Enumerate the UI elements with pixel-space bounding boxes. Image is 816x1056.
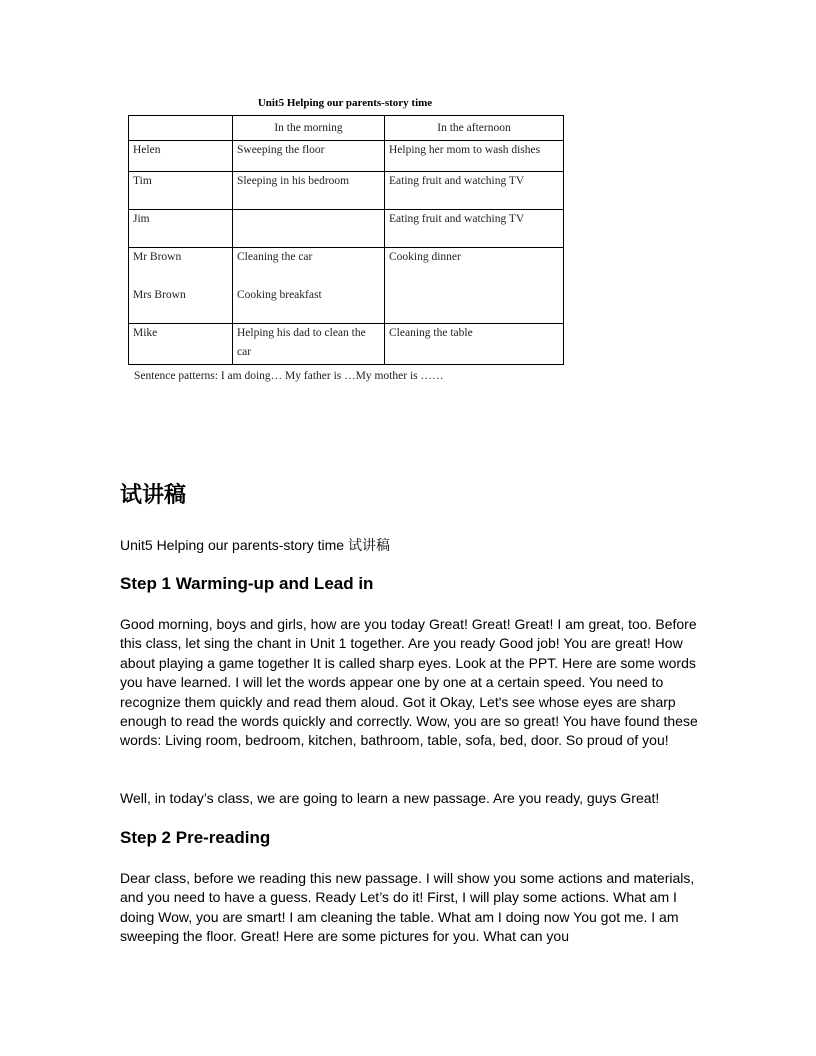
activity-table	[128, 115, 564, 365]
header-cell-empty	[129, 116, 233, 141]
table-row	[129, 141, 564, 172]
name-cell: Tim	[129, 172, 233, 210]
table-row	[129, 172, 564, 210]
morning-cell: Helping his dad to clean the car	[233, 324, 385, 365]
afternoon-cell: Eating fruit and watching TV	[385, 172, 564, 210]
name-cell: Jim	[129, 210, 233, 248]
header-cell-afternoon: In the afternoon	[385, 116, 564, 141]
header-cell-morning: In the morning	[233, 116, 385, 141]
afternoon-cell: Eating fruit and watching TV	[385, 210, 564, 248]
step2-heading: Step 2 Pre-reading	[120, 828, 271, 847]
page-title: 试讲稿	[120, 483, 187, 508]
step2-paragraph-1: Dear class, before we reading this new passage. I will show you some actions and materials, and you need to have a guess. Ready Let’s do it! First, I will play some actions. What am I doing Wow, you are smart! I am cleaning the table. What am I doing now You got me. I am sweeping the floor. Great! Here are some pictures for you. What can you	[120, 870, 695, 945]
name-cell: Mike	[129, 324, 233, 365]
afternoon-cell: Cooking dinner	[385, 248, 564, 324]
step1-heading: Step 1 Warming-up and Lead in	[120, 574, 374, 593]
table-row	[129, 248, 564, 324]
doc-subtitle: Unit5 Helping our parents-story time 试讲稿	[120, 537, 390, 553]
table-header-row	[129, 116, 564, 141]
morning-cell: Sleeping in his bedroom	[233, 172, 385, 210]
sentence-patterns: Sentence patterns: I am doing… My father is …My mother is ……	[134, 370, 444, 382]
table-row	[129, 324, 564, 365]
table-row	[129, 210, 564, 248]
table-title: Unit5 Helping our parents-story time	[257, 97, 433, 109]
step1-paragraph-1: Good morning, boys and girls, how are you today Great! Great! Great! I am great, too. Before this class, let sing the chant in Unit 1 together. Are you ready Good job! You are great! How about playing a game together It is called sharp eyes. Look at the PPT. Here are some words you have learned. I will let the words appear one by one at a certain speed. You need to recognize them quickly and read them aloud. Got it Okay, Let's see whose eyes are sharp enough to read the words quickly and correctly. Wow, you are so great! You have found these words: Living room, bedroom, kitchen, bathroom, table, sofa, bed, door. So proud of you!	[120, 616, 698, 749]
morning-cell: Sweeping the floor	[233, 141, 385, 172]
step1-paragraph-2: Well, in today’s class, we are going to learn a new passage. Are you ready, guys Great!	[120, 790, 660, 806]
name-cell: Helen	[129, 141, 233, 172]
morning-cell	[233, 210, 385, 248]
afternoon-cell: Helping her mom to wash dishes	[385, 141, 564, 172]
morning-cell: Cleaning the car Cooking breakfast	[233, 248, 385, 324]
name-cell: Mr Brown Mrs Brown	[129, 248, 233, 324]
afternoon-cell: Cleaning the table	[385, 324, 564, 365]
